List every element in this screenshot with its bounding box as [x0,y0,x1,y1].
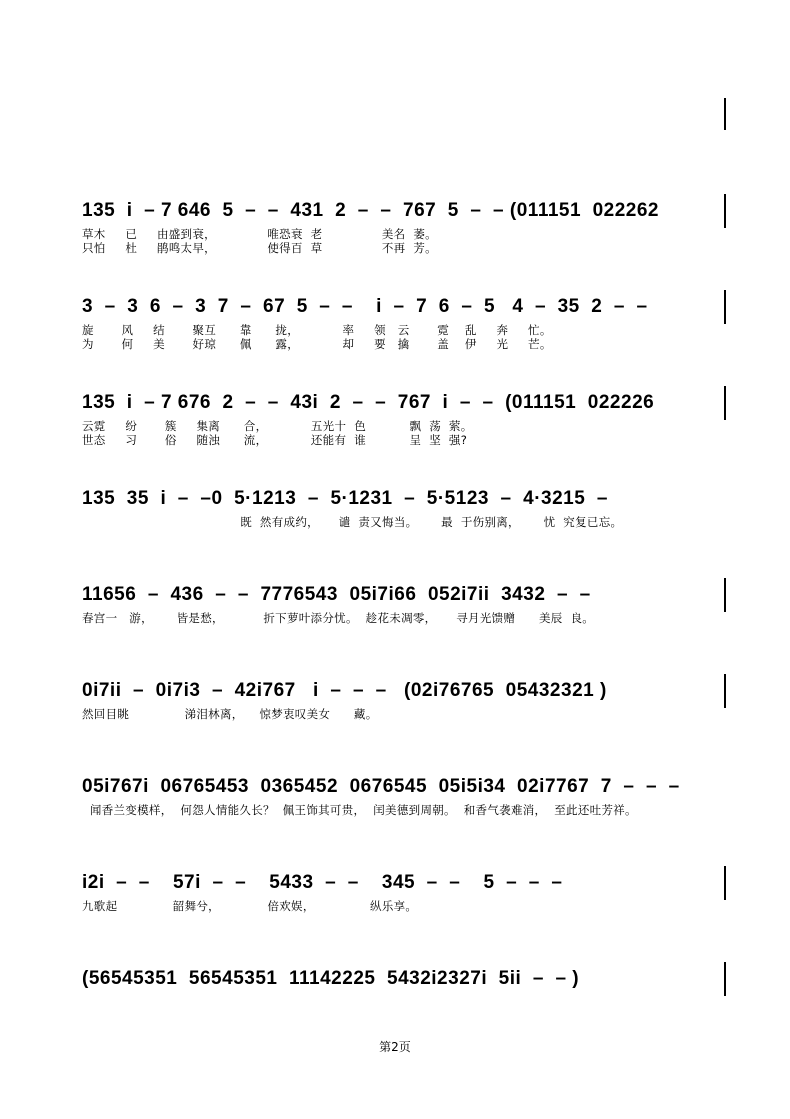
lyric-line-1: 云霓 纷 簇 集离 合， 五光十 色 飘 荡 萦。 [82,419,473,433]
bar-line [724,194,726,228]
notation-line: i2i – – 57i – – 5433 – – 345 – – 5 – – – [82,872,563,893]
lyric-line-1: 草木 已 由盛到衰， 唯恐衰 老 美名 萎。 [82,227,437,241]
lyric-line-1: 旋 风 结 聚互 靠 拢， 率 领 云 霓 乱 奔 忙。 [82,323,552,337]
lyric-line-1: 九歌起 韶舞兮， 倍欢娱， 纵乐享。 [82,899,418,913]
notation-line: 0i7ii – 0i7i3 – 42i767 i – – – (02i76765 05432321 ) [82,680,607,701]
lyric-line-2: 世态 习 俗 随浊 流， 还能有 谁 呈 坚 强? [82,433,468,447]
lyric-line-2: 为 何 美 好琼 佩 露， 却 要 擒 盖 伊 光 芒。 [82,337,552,351]
top-bar-line [724,98,726,130]
bar-line [724,290,726,324]
notation-line: 05i767i 06765453 0365452 0676545 05i5i34 02i7767 7 – – – [82,776,680,797]
lyric-line-1: 闻香兰变模样， 何怨人情能久长？ 佩王饰其可贵， 闰美德到周朝。 和香气袭难消， 至此还吐芳祥。 [82,803,637,817]
page-number: 第2页 [379,1040,411,1054]
notation-line: 135 35 i – –0 5·1213 – 5·1231 – 5·5123 – 4·3215 – [82,488,608,509]
lyric-line-1: 春宫一 游， 皆是愁， 折下萝叶添分忧。 趁花未凋零， 寻月光馈赠 美辰 良。 [82,611,595,625]
notation-line: 135 i – 7 646 5 – – 431 2 – – 767 5 – – (011151 022262 [82,200,659,221]
notation-line: (56545351 56545351 11142225 5432i2327i 5ii – – ) [82,968,580,989]
bar-line [724,866,726,900]
bar-line [724,674,726,708]
bar-line [724,962,726,996]
notation-line: 3 – 3 6 – 3 7 – 67 5 – – i – 7 6 – 5 4 – 35 2 – – [82,296,648,317]
lyric-line-1: 既 然有成约， 谴 责又悔当。 最 于伤别离， 忧 究复已忘。 [82,515,623,529]
notation-line: 11656 – 436 – – 7776543 05i7i66 052i7ii 3432 – – [82,584,591,605]
notation-line: 135 i – 7 676 2 – – 43i 2 – – 767 i – – (011151 022226 [82,392,655,413]
lyric-line-2: 只怕 杜 鹃鸣太早， 使得百 草 不再 芳。 [82,241,437,255]
bar-line [724,578,726,612]
lyric-line-1: 然回目眺 涕泪林离， 惊梦衷叹美女 藏。 [82,707,378,721]
bar-line [724,386,726,420]
